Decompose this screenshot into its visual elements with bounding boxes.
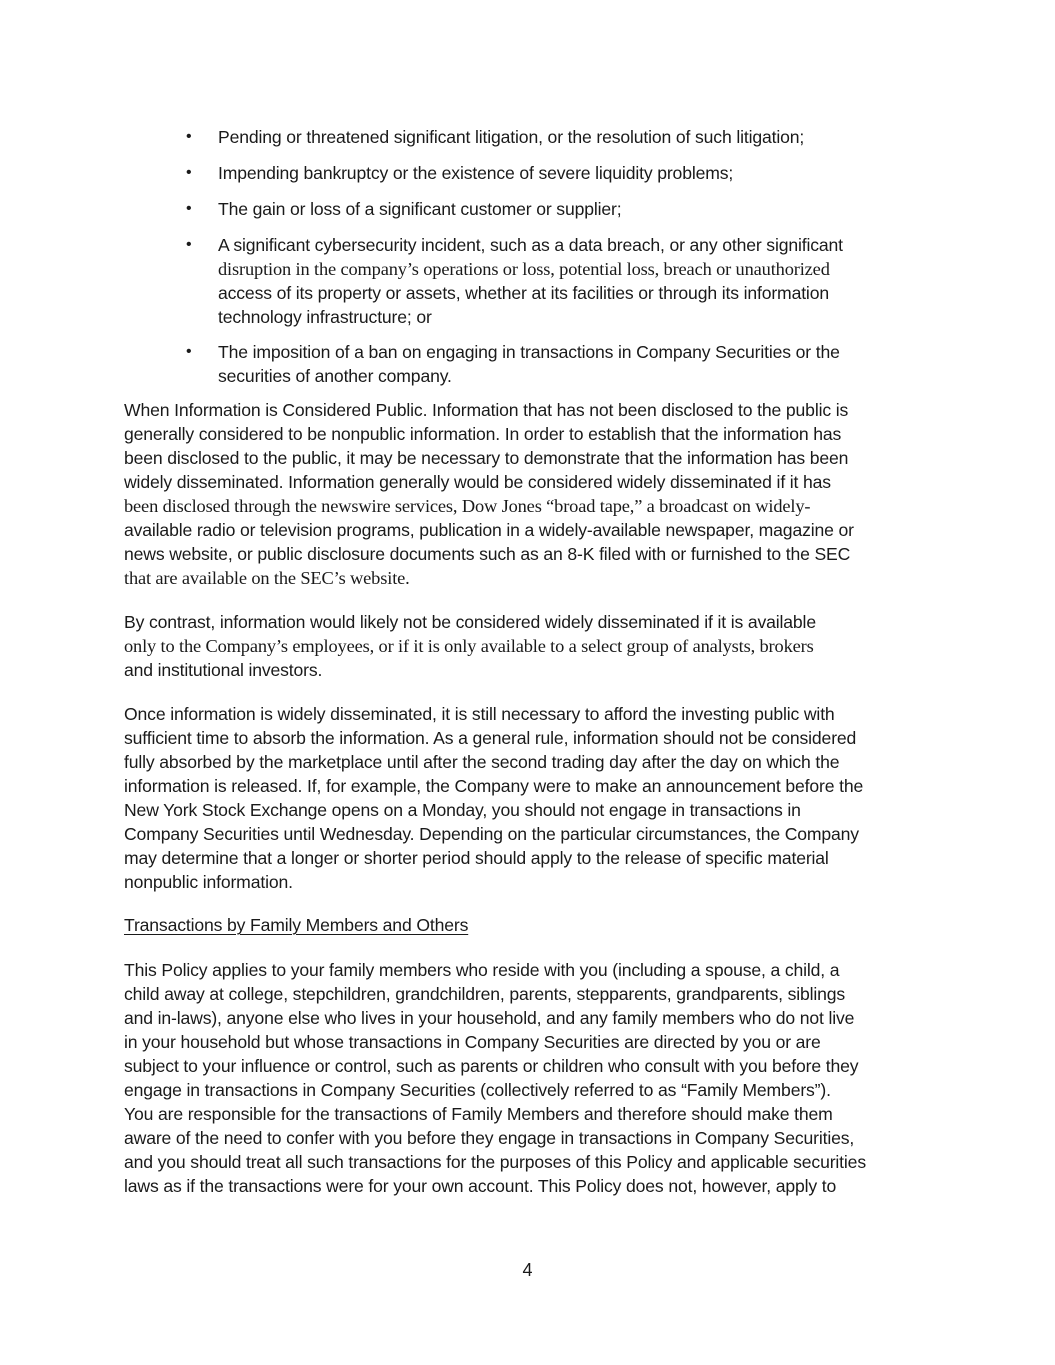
text-line: securities of another company. xyxy=(218,366,452,386)
text-line: A significant cybersecurity incident, such as a data breach, or any other significant xyxy=(218,235,843,255)
text-line: only to the Company’s employees, or if it is only available to a select group of analysts, brokers xyxy=(124,636,814,656)
text-line: been disclosed to the public, it may be necessary to demonstrate that the information has been xyxy=(124,448,849,468)
text-line: Once information is widely disseminated, it is still necessary to afford the investing public with xyxy=(124,704,835,724)
section-heading-family-members: Transactions by Family Members and Others xyxy=(124,915,469,935)
text-line: news website, or public disclosure documents such as an 8-K filed with or furnished to the SEC xyxy=(124,544,851,564)
text-line: access of its property or assets, whether at its facilities or through its information xyxy=(218,283,829,303)
text-line: available radio or television programs, publication in a widely-available newspaper, magazine or xyxy=(124,520,854,540)
text-line: laws as if the transactions were for your own account. This Policy does not, however, apply to xyxy=(124,1176,837,1196)
text-line: New York Stock Exchange opens on a Monday, you should not engage in transactions in xyxy=(124,800,801,820)
text-line: subject to your influence or control, such as parents or children who consult with you before they xyxy=(124,1056,859,1076)
text-line: generally considered to be nonpublic information. In order to establish that the information has xyxy=(124,424,842,444)
text-line: and in-laws), anyone else who lives in your household, and any family members who do not live xyxy=(124,1008,855,1028)
bullet-icon: • xyxy=(186,343,192,360)
text-line: disruption in the company’s operations or loss, potential loss, breach or unauthorized xyxy=(218,259,830,279)
text-line: fully absorbed by the marketplace until after the second trading day after the day on which the xyxy=(124,752,840,772)
text-line: nonpublic information. xyxy=(124,872,293,892)
bullet-icon: • xyxy=(186,164,192,181)
text-line: You are responsible for the transactions of Family Members and therefore should make them xyxy=(124,1104,833,1124)
bullet-icon: • xyxy=(186,128,192,145)
bullet-item-litigation: Pending or threatened significant litigation, or the resolution of such litigation; xyxy=(218,127,805,147)
bullet-icon: • xyxy=(186,200,192,217)
text-line: The imposition of a ban on engaging in transactions in Company Securities or the xyxy=(218,342,840,362)
text-line: that are available on the SEC’s website. xyxy=(124,568,410,588)
text-line: This Policy applies to your family members who reside with you (including a spouse, a child, a xyxy=(124,960,840,980)
text-line: sufficient time to absorb the information. As a general rule, information should not be considered xyxy=(124,728,857,748)
text-line: and institutional investors. xyxy=(124,660,323,680)
text-line: and you should treat all such transactions for the purposes of this Policy and applicable securities xyxy=(124,1152,866,1172)
bullet-item-bankruptcy: Impending bankruptcy or the existence of severe liquidity problems; xyxy=(218,163,734,183)
text-line: information is released. If, for example, the Company were to make an announcement before the xyxy=(124,776,864,796)
bullet-item-customer: The gain or loss of a significant customer or supplier; xyxy=(218,199,622,219)
text-line: widely disseminated. Information generally would be considered widely disseminated if it has xyxy=(124,472,831,492)
text-line: may determine that a longer or shorter period should apply to the release of specific material xyxy=(124,848,829,868)
text-line: When Information is Considered Public. Information that has not been disclosed to the public is xyxy=(124,400,849,420)
text-line: By contrast, information would likely not be considered widely disseminated if it is available xyxy=(124,612,816,632)
text-line: technology infrastructure; or xyxy=(218,307,432,327)
bullet-icon: • xyxy=(186,236,192,253)
text-line: been disclosed through the newswire services, Dow Jones “broad tape,” a broadcast on widely- xyxy=(124,496,811,516)
text-line: child away at college, stepchildren, grandchildren, parents, stepparents, grandparents, siblings xyxy=(124,984,846,1004)
text-line: Company Securities until Wednesday. Depending on the particular circumstances, the Company xyxy=(124,824,859,844)
text-line: in your household but whose transactions in Company Securities are directed by you or are xyxy=(124,1032,821,1052)
text-line: engage in transactions in Company Securities (collectively referred to as “Family Members”). xyxy=(124,1080,831,1100)
page-number: 4 xyxy=(522,1260,533,1280)
text-line: aware of the need to confer with you before they engage in transactions in Company Securities, xyxy=(124,1128,855,1148)
